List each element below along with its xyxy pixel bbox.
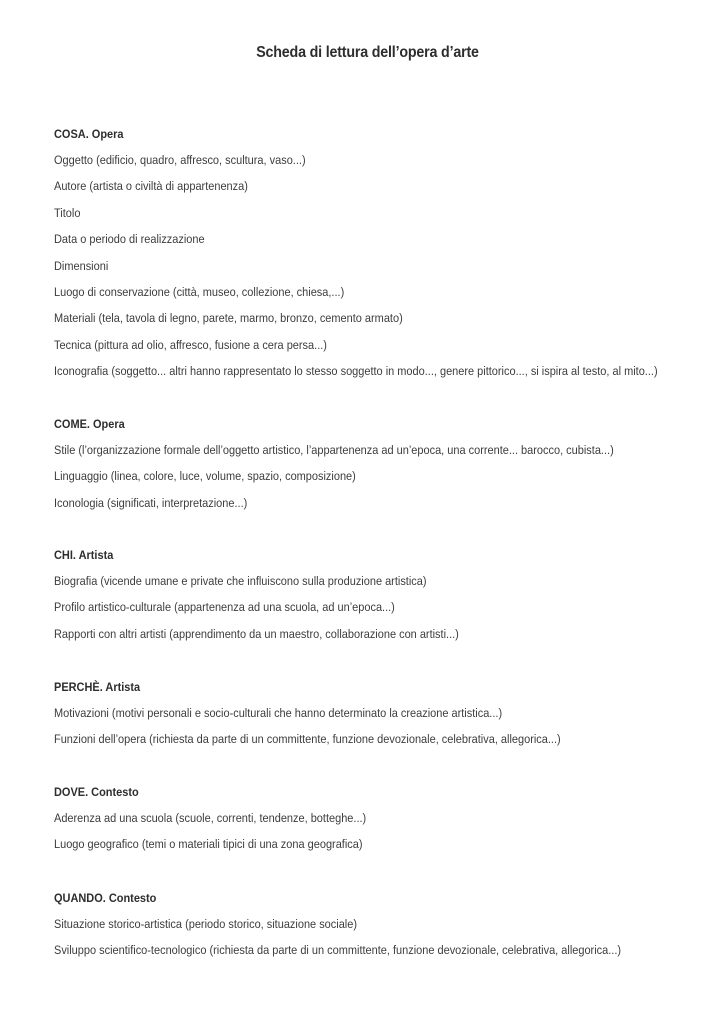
section-come — [54, 411, 694, 516]
section-cosa — [54, 121, 694, 385]
section-heading: COME. Opera — [54, 417, 125, 431]
section-heading: COSA. Opera — [54, 127, 124, 141]
list-item: Funzioni dell’opera (richiesta da parte di un committente, funzione devozionale, celebrativa, allegorica...) — [54, 732, 561, 747]
list-item: Biografia (vicende umane e private che influiscono sulla produzione artistica) — [54, 574, 427, 588]
list-item: Luogo di conservazione (città, museo, collezione, chiesa,...) — [54, 284, 345, 299]
list-item: Data o periodo di realizzazione — [54, 232, 205, 247]
section-heading: PERCHÈ. Artista — [54, 680, 141, 694]
list-item: Dimensioni — [54, 258, 109, 273]
list-item: Materiali (tela, tavola di legno, parete, marmo, bronzo, cemento armato) — [54, 311, 403, 326]
section-heading: DOVE. Contesto — [54, 785, 139, 799]
list-item: Iconografia (soggetto... altri hanno rappresentato lo stesso soggetto in modo..., genere pittorico..., si ispira al testo, al mito...) — [54, 364, 658, 379]
list-item: Sviluppo scientifico-tecnologico (richiesta da parte di un committente, funzione devozionale, celebrativa, allegorica...) — [54, 943, 622, 958]
list-item: Situazione storico-artistica (periodo storico, situazione sociale) — [54, 917, 358, 931]
list-item: Profilo artistico-culturale (appartenenza ad una scuola, ad un’epoca...) — [54, 600, 395, 615]
list-item: Motivazioni (motivi personali e socio-culturali che hanno determinato la creazione artistica...) — [54, 706, 503, 720]
list-item: Iconologia (significati, interpretazione...) — [54, 495, 248, 510]
section-chi — [54, 542, 694, 647]
list-item: Titolo — [54, 205, 81, 220]
section-heading: CHI. Artista — [54, 548, 114, 562]
document-title: Scheda di lettura dell’opera d’arte — [256, 44, 479, 61]
list-item: Luogo geografico (temi o materiali tipici di una zona geografica) — [54, 837, 363, 852]
section-dove — [54, 779, 694, 858]
section-perche — [54, 674, 694, 753]
list-item: Linguaggio (linea, colore, luce, volume, spazio, composizione) — [54, 469, 356, 484]
list-item: Stile (l’organizzazione formale dell’oggetto artistico, l’appartenenza ad un’epoca, una corrente... barocco, cubista...) — [54, 443, 614, 457]
section-heading: QUANDO. Contesto — [54, 891, 157, 905]
list-item: Rapporti con altri artisti (apprendimento da un maestro, collaborazione con artisti...) — [54, 626, 459, 641]
list-item: Oggetto (edificio, quadro, affresco, scultura, vaso...) — [54, 153, 306, 167]
list-item: Aderenza ad una scuola (scuole, correnti, tendenze, botteghe...) — [54, 811, 367, 825]
list-item: Autore (artista o civiltà di appartenenza) — [54, 179, 248, 194]
list-item: Tecnica (pittura ad olio, affresco, fusione a cera persa...) — [54, 337, 327, 352]
section-quando — [54, 885, 694, 964]
